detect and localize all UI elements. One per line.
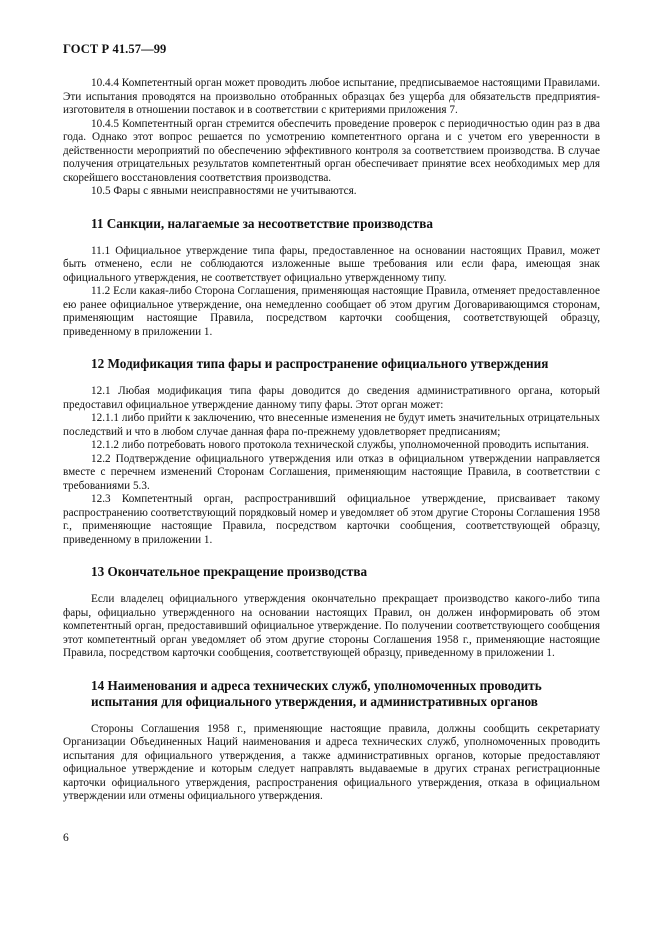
document-page [63, 42, 600, 804]
paragraph-12-3: 12.3 Компетентный орган, распространивший официальное утверждение, присваивает такому распространению соответствующий порядковый номер и уведомляет об этом другие Стороны Соглашения 1958 г., применяющие настоящие Правила, посредством карточки сообщения, соответствующей образцу, приведенному в приложении 1. [63, 493, 600, 546]
paragraph-10-5: 10.5 Фары с явными неисправностями не учитываются. [91, 185, 357, 197]
paragraph-11-2: 11.2 Если какая-либо Сторона Соглашения, применяющая настоящие Правила, отменяет предоставленное ею ранее официальное утверждение, она немедленно сообщает об этом другим Договаривающимся сторонам, применяющим настоящие Правила, посредством карточки сообщения, соответствующей образцу, приведенному в приложении 1. [63, 285, 600, 338]
section-13-heading: 13 Окончательное прекращение производства [91, 564, 368, 579]
paragraph-14: Стороны Соглашения 1958 г., применяющие настоящие правила, должны сообщить секретариату Организации Объединенных Наций наименования и адреса технических служб, уполномоченных проводить испытания для официального утверждения, а также административных органов, которые предоставляют официальное утверждение и которым следует направлять выдаваемые в других странах регистрационные карточки официального утверждения, распространения официального утверждения, отказа в официальном утверждении или отмены официального утверждения. [63, 722, 600, 802]
paragraph-10-4-5: 10.4.5 Компетентный орган стремится обеспечить проведение проверок с периодичностью один раз в два года. Однако этот вопрос решается по усмотрению компетентного органа и с учетом его уверенности в действенности мероприятий по обеспечению эффективного контроля за соответствием производства. В случае получения отрицательных результатов компетентный орган обеспечивает принятие всех необходимых мер для скорейшего восстановления соответствия производства. [63, 117, 600, 184]
section-12-heading: 12 Модификация типа фары и распространение официального утверждения [91, 356, 549, 371]
paragraph-11-1: 11.1 Официальное утверждение типа фары, предоставленное на основании настоящих Правил, может быть отменено, если не соблюдаются изложенные выше требования или если фара, имеющая знак официального утверждения, не соответствует официально утвержденному типу. [63, 244, 600, 284]
paragraph-12-1: 12.1 Любая модификация типа фары доводится до сведения административного органа, который предоставил официальное утверждение данному типу фары. Этот орган может: [63, 385, 600, 411]
section-11-heading: 11 Санкции, налагаемые за несоответствие производства [91, 215, 433, 231]
page-number: 6 [63, 832, 69, 844]
section-14-heading: 14 Наименования и адреса технических служб, уполномоченных проводить испытания для официального утверждения, и административных органов [91, 677, 542, 709]
paragraph-12-1-1: 12.1.1 либо прийти к заключению, что внесенные изменения не будут иметь значительных отрицательных последствий и что в любом случае данная фара по-прежнему удовлетворяет предписаниям; [63, 412, 600, 438]
paragraph-12-2: 12.2 Подтверждение официального утверждения или отказ в официальном утверждении направляется вместе с перечнем изменений Сторонам Соглашения, применяющим настоящие Правила, в соответствии с требованиями 5.3. [63, 452, 600, 492]
paragraph-12-1-2: 12.1.2 либо потребовать нового протокола технической службы, уполномоченной проводить испытания. [91, 439, 589, 451]
document-code: ГОСТ Р 41.57—99 [63, 42, 167, 56]
paragraph-13: Если владелец официального утверждения окончательно прекращает производство какого-либо типа фары, официально утвержденного на основании настоящих Правил, он должен информировать об этом компетентный орган, предоставивший официальное утверждение. По получении соответствующего сообщения этот компетентный орган уведомляет об этом другие стороны Соглашения 1958 г., применяющие настоящие Правила, посредством карточки сообщения, соответствующей образцу, приведенному в приложении 1. [63, 593, 600, 659]
paragraph-10-4-4: 10.4.4 Компетентный орган может проводить любое испытание, предписываемое настоящими Правилами. Эти испытания проводятся на произвольно отобранных образцах без ущерба для обязательств предприятия-изготовителя в отношении поставок и в соответствии с критериями приложения 7. [63, 77, 600, 116]
